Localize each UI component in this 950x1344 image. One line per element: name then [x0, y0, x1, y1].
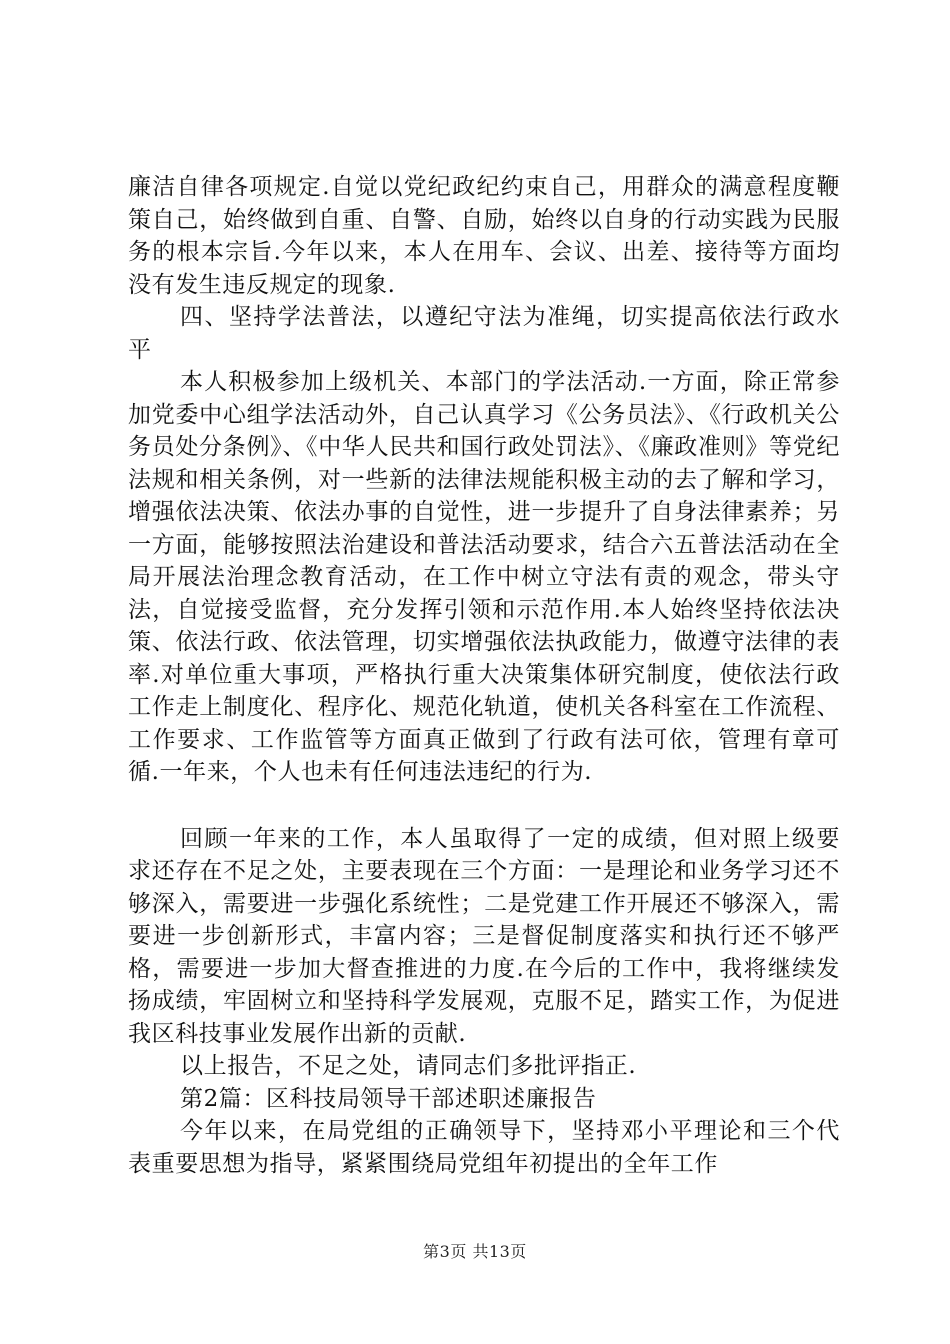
page-number-footer: 第3页 共13页: [423, 1242, 527, 1261]
paragraph-part-two-intro: 今年以来，在局党组的正确领导下，坚持邓小平理论和三个代表重要思想为指导，紧紧围绕局党组年初提出的全年工作: [128, 1118, 840, 1177]
document-body: [128, 171, 840, 1180]
section-heading-four: 四、坚持学法普法，以遵纪守法为准绳，切实提高依法行政水平: [128, 304, 840, 363]
paragraph-review: 回顾一年来的工作，本人虽取得了一定的成绩，但对照上级要求还存在不足之处，主要表现在三个方面：一是理论和业务学习还不够深入，需要进一步强化系统性；二是党建工作开展还不够深入，需要进一步创新形式，丰富内容；三是督促制度落实和执行还不够严格，需要进一步加大督查推进的力度.在今后的工作中，我将继续发扬成绩，牢固树立和坚持科学发展观，克服不足，踏实工作，为促进我区科技事业发展作出新的贡献.: [128, 825, 840, 1047]
paragraph-closing: 以上报告，不足之处，请同志们多批评指正.: [180, 1053, 637, 1079]
paragraph-integrity-rules: 廉洁自律各项规定.自觉以党纪政纪约束自己，用群众的满意程度鞭策自己，始终做到自重、自警、自励，始终以自身的行动实践为民服务的根本宗旨.今年以来，本人在用车、会议、出差、接待等方面均没有发生违反规定的现象.: [128, 174, 840, 298]
paragraph-law-study: 本人积极参加上级机关、本部门的学法活动.一方面，除正常参加党委中心组学法活动外，自己认真学习《公务员法》、《行政机关公务员处分条例》、《中华人民共和国行政处罚法》、《廉政准则》等党纪法规和相关条例，对一些新的法律法规能积极主动的去了解和学习，增强依法决策、依法办事的自觉性，进一步提升了自身法律素养；另一方面，能够按照法治建设和普法活动要求，结合六五普法活动在全局开展法治理念教育活动，在工作中树立守法有责的观念，带头守法，自觉接受监督，充分发挥引领和示范作用.本人始终坚持依法决策、依法行政、依法管理，切实增强依法执政能力，做遵守法律的表率.对单位重大事项，严格执行重大决策集体研究制度，使依法行政工作走上制度化、程序化、规范化轨道，使机关各科室在工作流程、工作要求、工作监管等方面真正做到了行政有法可依，管理有章可循.一年来，个人也未有任何违法违纪的行为.: [128, 369, 840, 785]
section-title-part-two: 第2篇：区科技局领导干部述职述廉报告: [180, 1085, 597, 1112]
